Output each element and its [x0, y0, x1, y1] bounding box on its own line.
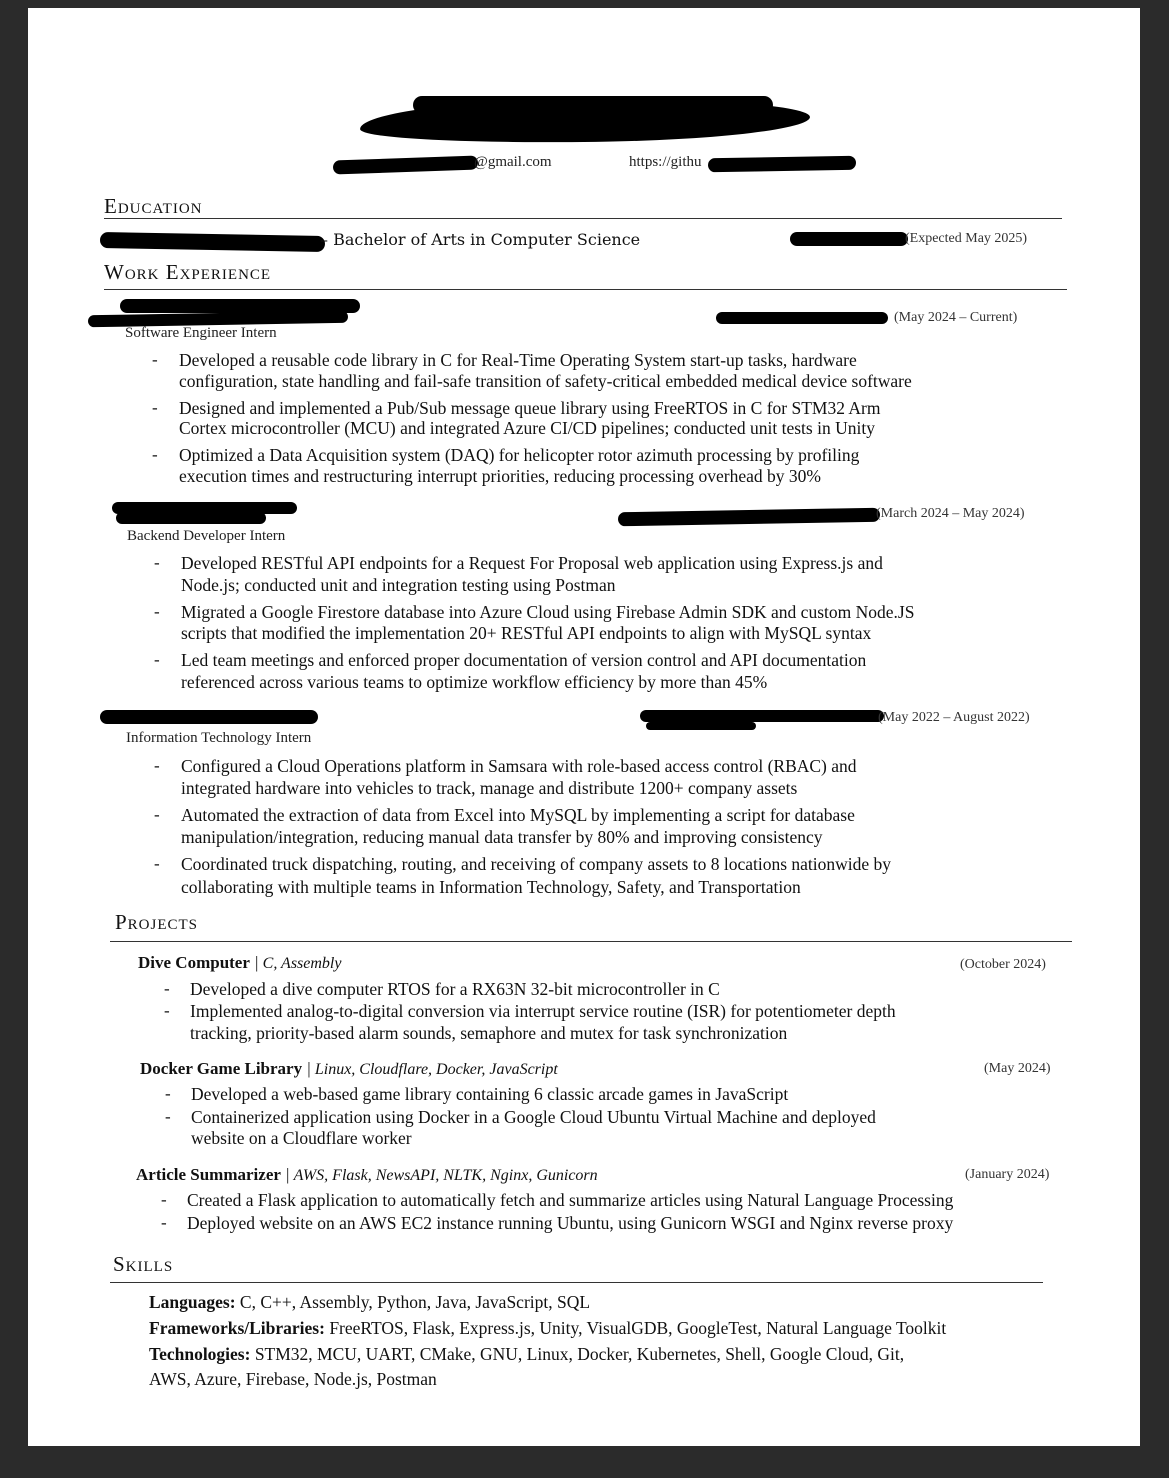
redacted-email-user — [333, 155, 478, 174]
project-2-date: (May 2024) — [984, 1061, 1051, 1076]
job-2-bullet-2-line-2: scripts that modified the implementation 20+ RESTful API endpoints to align with MySQL syntax — [181, 623, 872, 643]
project-2-header — [140, 1059, 558, 1079]
bullet-dash: - — [164, 979, 170, 998]
redacted-location-3 — [640, 710, 884, 722]
job-3-bullet-1-line-1: Configured a Cloud Operations platform in Samsara with role-based access control (RBAC) and — [181, 756, 857, 776]
redacted-github-path — [708, 156, 856, 173]
separator: | — [307, 1059, 315, 1078]
job-2-bullet-3-line-1: Led team meetings and enforced proper documentation of version control and API documentation — [181, 650, 867, 670]
bullet-dash: - — [154, 553, 160, 572]
bullet-dash: - — [154, 650, 160, 669]
job-3-date: (May 2022 – August 2022) — [878, 710, 1030, 725]
job-1-bullet-2-line-2: Cortex microcontroller (MCU) and integrated Azure CI/CD pipelines; conducted unit tests in Unity — [179, 418, 875, 438]
skills-frameworks-label: Frameworks/Libraries: — [149, 1318, 325, 1338]
project-3-date: (January 2024) — [965, 1167, 1050, 1182]
skills-languages-value: C, C++, Assembly, Python, Java, JavaScript, SQL — [235, 1292, 591, 1312]
job-3-bullet-3-line-1: Coordinated truck dispatching, routing, and receiving of company assets to 8 locations nationwide by — [181, 854, 892, 874]
project-3-bullet-2: Deployed website on an AWS EC2 instance running Ubuntu, using Gunicorn WSGI and Nginx reverse proxy — [187, 1213, 954, 1233]
job-3-role: Information Technology Intern — [126, 730, 312, 746]
separator: | — [286, 1165, 294, 1184]
project-3-name: Article Summarizer — [136, 1165, 281, 1184]
redacted-school-location — [790, 232, 908, 246]
work-experience-rule — [104, 289, 1067, 290]
education-rule — [104, 218, 1062, 219]
project-3-bullet-1: Created a Flask application to automatically fetch and summarize articles using Natural Language Processing — [187, 1190, 954, 1210]
education-heading: Education — [104, 194, 203, 218]
bullet-dash: - — [154, 854, 160, 873]
skills-technologies — [149, 1344, 904, 1365]
bullet-dash: - — [154, 602, 160, 621]
job-1-bullet-1-line-1: Developed a reusable code library in C for Real-Time Operating System start-up tasks, hardware — [179, 350, 857, 370]
bullet-dash: - — [154, 805, 160, 824]
job-2-bullet-3-line-2: referenced across various teams to optimize workflow efficiency by more than 45% — [181, 672, 768, 692]
job-3-bullet-2-line-2: manipulation/integration, reducing manual data transfer by 80% and improving consistency — [181, 827, 823, 847]
bullet-dash: - — [152, 398, 158, 417]
job-2-date: (March 2024 – May 2024) — [876, 506, 1025, 521]
project-2-bullet-2-line-1: Containerized application using Docker in a Google Cloud Ubuntu Virtual Machine and deployed — [191, 1107, 876, 1127]
job-1-role: Software Engineer Intern — [125, 325, 277, 341]
redacted-location-2 — [618, 508, 880, 527]
job-3-bullet-3-line-2: collaborating with multiple teams in Information Technology, Safety, and Transportation — [181, 877, 801, 897]
redacted-school — [100, 232, 325, 252]
project-3-tech: AWS, Flask, NewsAPI, NLTK, Nginx, Gunicorn — [293, 1167, 598, 1184]
education-degree: – Bachelor of Arts in Computer Science — [320, 230, 641, 249]
redacted-name-stroke — [413, 96, 773, 114]
project-1-date: (October 2024) — [960, 957, 1046, 972]
skills-heading: Skills — [113, 1252, 174, 1276]
bullet-dash: - — [165, 1084, 171, 1103]
job-3-bullet-2-line-1: Automated the extraction of data from Excel into MySQL by implementing a script for database — [181, 805, 855, 825]
skills-frameworks-value: FreeRTOS, Flask, Express.js, Unity, VisualGDB, GoogleTest, Natural Language Toolkit — [324, 1318, 947, 1338]
bullet-dash: - — [154, 756, 160, 775]
project-1-name: Dive Computer — [138, 953, 250, 972]
bullet-dash: - — [152, 350, 158, 369]
job-3-bullet-1-line-2: integrated hardware into vehicles to track, manage and distribute 1200+ company assets — [181, 778, 798, 798]
redacted-location-1 — [716, 312, 888, 324]
project-1-bullet-2-line-2: tracking, priority-based alarm sounds, semaphore and mutex for task synchronization — [190, 1023, 788, 1043]
project-1-bullet-2-line-1: Implemented analog-to-digital conversion via interrupt service routine (ISR) for potentiometer depth — [190, 1001, 896, 1021]
job-1-bullet-3-line-1: Optimized a Data Acquisition system (DAQ) for helicopter rotor azimuth processing by profiling — [179, 445, 860, 465]
job-2-bullet-1-line-2: Node.js; conducted unit and integration testing using Postman — [181, 575, 616, 595]
github-prefix[interactable]: https://githu — [629, 154, 702, 170]
bullet-dash: - — [165, 1107, 171, 1126]
redacted-company-2-b — [116, 512, 266, 524]
project-1-header — [138, 953, 341, 973]
bullet-dash: - — [164, 1001, 170, 1020]
project-2-bullet-2-line-2: website on a Cloudflare worker — [191, 1128, 412, 1148]
project-1-bullet-1: Developed a dive computer RTOS for a RX63N 32-bit microcontroller in C — [190, 979, 720, 999]
job-2-bullet-1-line-1: Developed RESTful API endpoints for a Request For Proposal web application using Express.js and — [181, 553, 883, 573]
skills-languages — [149, 1292, 590, 1313]
job-2-bullet-2-line-1: Migrated a Google Firestore database into Azure Cloud using Firebase Admin SDK and custom Node.JS — [181, 602, 915, 622]
redacted-location-3-b — [646, 722, 756, 730]
bullet-dash: - — [152, 445, 158, 464]
job-1-bullet-3-line-2: execution times and restructuring interrupt priorities, reducing processing overhead by 30% — [179, 466, 821, 486]
skills-languages-label: Languages: — [149, 1292, 236, 1312]
project-2-bullet-1: Developed a web-based game library containing 6 classic arcade games in JavaScript — [191, 1084, 789, 1104]
project-3-header — [136, 1165, 598, 1185]
bullet-dash: - — [161, 1190, 167, 1209]
projects-rule — [110, 941, 1072, 942]
project-2-name: Docker Game Library — [140, 1059, 303, 1078]
bullet-dash: - — [161, 1213, 167, 1232]
projects-heading: Projects — [115, 910, 199, 934]
separator: | — [255, 953, 263, 972]
redacted-company-3 — [100, 710, 318, 724]
email-suffix[interactable]: @gmail.com — [474, 154, 552, 170]
education-date: (Expected May 2025) — [905, 231, 1028, 246]
resume-page — [28, 8, 1140, 1446]
skills-frameworks — [149, 1318, 946, 1339]
skills-technologies-label: Technologies: — [149, 1344, 251, 1364]
job-1-bullet-1-line-2: configuration, state handling and fail-safe transition of safety-critical embedded medical device software — [179, 371, 912, 391]
job-1-bullet-2-line-1: Designed and implemented a Pub/Sub message queue library using FreeRTOS in C for STM32 Arm — [179, 398, 881, 418]
job-1-date: (May 2024 – Current) — [894, 310, 1018, 325]
skills-technologies-line-2: AWS, Azure, Firebase, Node.js, Postman — [149, 1369, 437, 1389]
skills-technologies-value-1: STM32, MCU, UART, CMake, GNU, Linux, Docker, Kubernetes, Shell, Google Cloud, Git, — [250, 1344, 905, 1364]
skills-rule — [110, 1282, 1043, 1283]
project-1-tech: C, Assembly — [262, 955, 342, 972]
work-experience-heading: Work Experience — [104, 260, 272, 284]
project-2-tech: Linux, Cloudflare, Docker, JavaScript — [314, 1061, 558, 1078]
job-2-role: Backend Developer Intern — [127, 528, 286, 544]
